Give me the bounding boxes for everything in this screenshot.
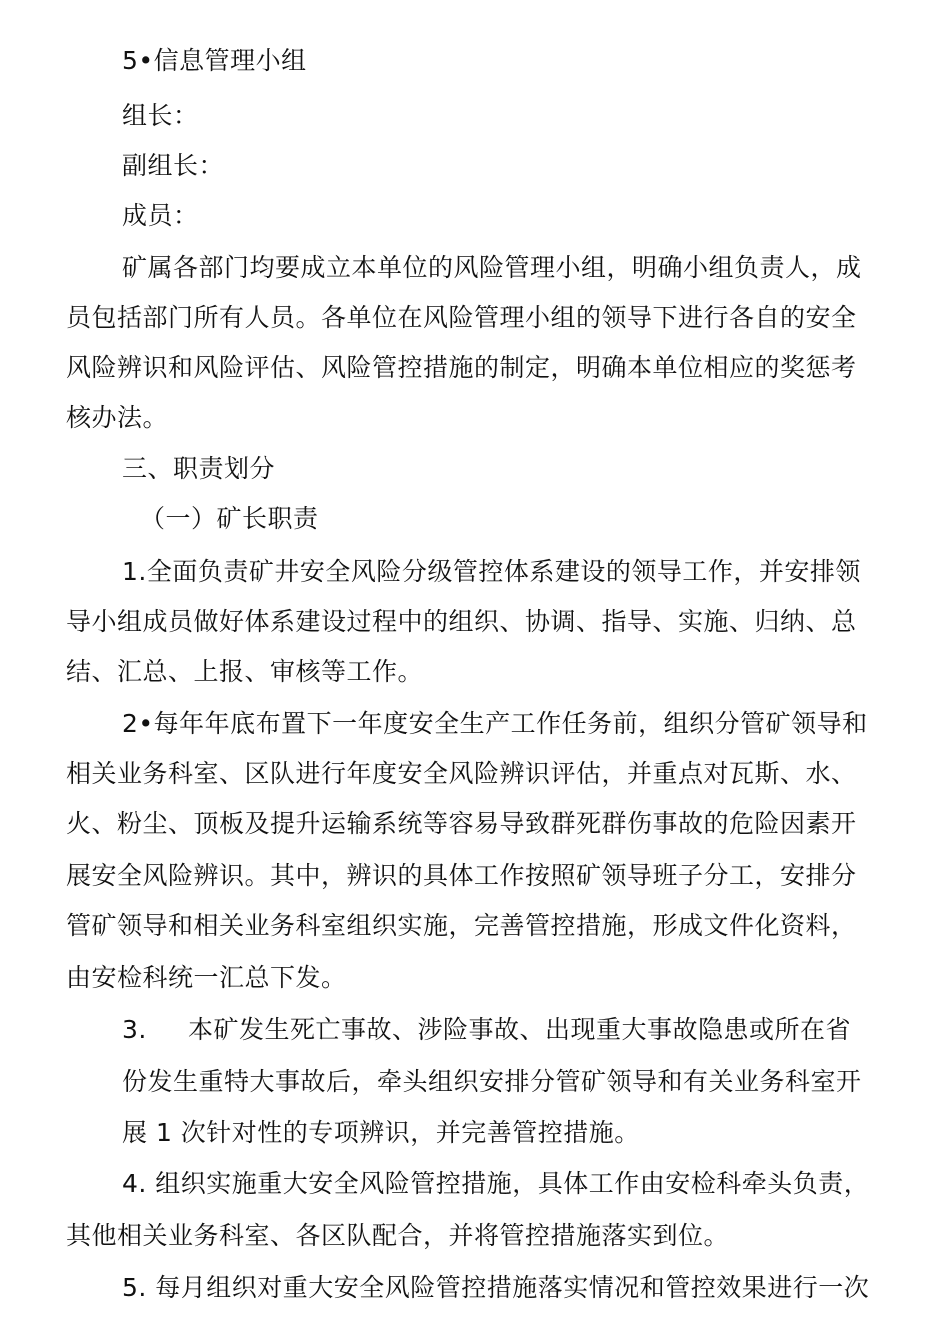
section-5-heading: 5•信息管理小组 <box>122 46 307 75</box>
duty-4-line: 4. 组织实施重大安全风险管控措施，具体工作由安检科牵头负责， <box>122 1169 870 1198</box>
duty-1-line: 1.全面负责矿井安全风险分级管控体系建设的领导工作，并安排领 <box>122 557 861 586</box>
duty-2-line: 相关业务科室、区队进行年度安全风险辨识评估，并重点对瓦斯、水、 <box>66 759 857 788</box>
paragraph-line: 风险辨识和风险评估、风险管控措施的制定，明确本单位相应的奖惩考 <box>66 353 857 382</box>
duty-3-line: 份发生重特大事故后，牵头组织安排分管矿领导和有关业务科室开 <box>122 1067 862 1096</box>
paragraph-line: 员包括部门所有人员。各单位在风险管理小组的领导下进行各自的安全 <box>66 303 857 332</box>
deputy-leader-label: 副组长： <box>122 151 225 180</box>
duty-3-line: 展 1 次针对性的专项辨识，并完善管控措施。 <box>122 1118 640 1147</box>
duty-1-line: 导小组成员做好体系建设过程中的组织、协调、指导、实施、归纳、总 <box>66 607 857 636</box>
duty-2-line: 由安检科统一汇总下发。 <box>66 963 347 992</box>
duty-1-line: 结、汇总、上报、审核等工作。 <box>66 657 424 686</box>
duty-5-line: 5. 每月组织对重大安全风险管控措施落实情况和管控效果进行一次 <box>122 1273 870 1302</box>
duty-3-line: 本矿发生死亡事故、涉险事故、出现重大事故隐患或所在省 <box>188 1015 852 1044</box>
duty-4-line: 其他相关业务科室、各区队配合，并将管控措施落实到位。 <box>66 1221 730 1250</box>
paragraph-line: 核办法。 <box>66 403 169 432</box>
section-3-heading: 三、职责划分 <box>122 454 276 483</box>
duty-2-line: 管矿领导和相关业务科室组织实施，完善管控措施，形成文件化资料， <box>66 911 857 940</box>
duty-2-line: 2•每年年底布置下一年度安全生产工作任务前，组织分管矿领导和 <box>122 709 868 738</box>
duty-3-number: 3. <box>122 1015 147 1044</box>
members-label: 成员： <box>122 201 199 230</box>
leader-label: 组长： <box>122 101 199 130</box>
mine-manager-duties-heading: （一）矿长职责 <box>140 504 319 533</box>
duty-2-line: 火、粉尘、顶板及提升运输系统等容易导致群死群伤事故的危险因素开 <box>66 809 857 838</box>
paragraph-line: 矿属各部门均要成立本单位的风险管理小组，明确小组负责人，成 <box>122 253 862 282</box>
duty-2-line: 展安全风险辨识。其中，辨识的具体工作按照矿领导班子分工，安排分 <box>66 861 857 890</box>
